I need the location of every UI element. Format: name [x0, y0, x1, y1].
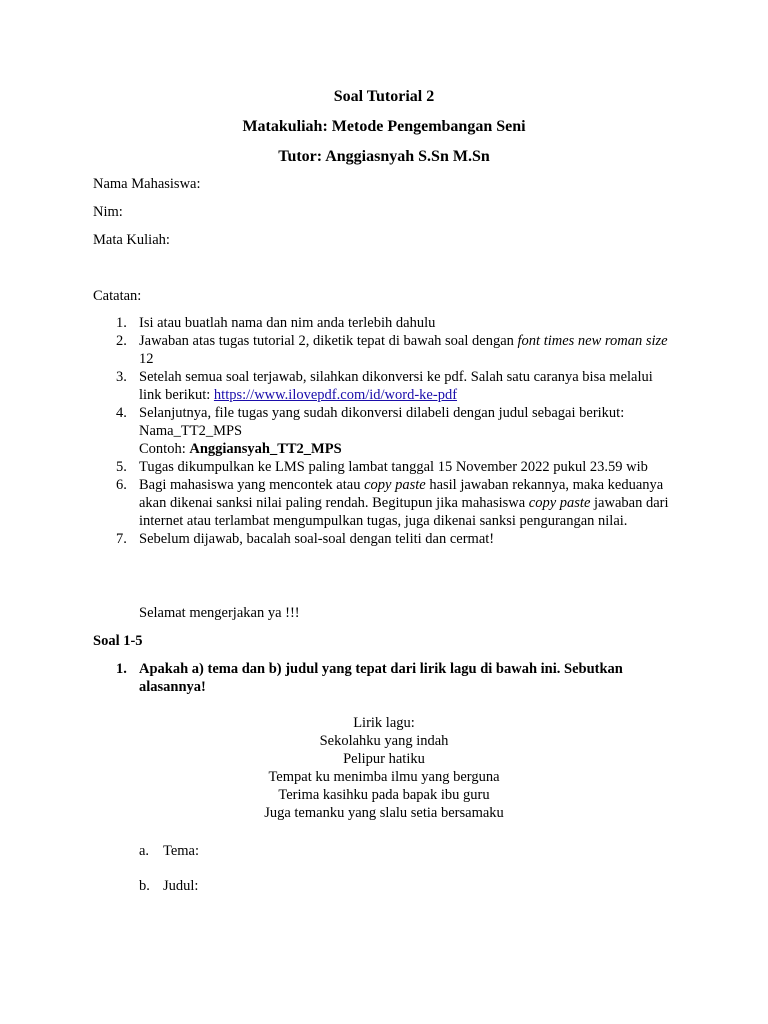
- lyrics-line: Terima kasihku pada bapak ibu guru: [278, 787, 490, 803]
- lyrics-block: [139, 714, 629, 822]
- note-number: 5.: [116, 459, 127, 475]
- answer-title: [139, 877, 198, 895]
- field-course: Mata Kuliah:: [93, 232, 170, 248]
- lyrics-line: Tempat ku menimba ilmu yang berguna: [268, 769, 500, 785]
- note-text: Jawaban atas tugas tutorial 2, diketik tepat di bawah soal dengan: [139, 333, 518, 349]
- answer-text: Judul:: [163, 878, 199, 894]
- note-number: 4.: [116, 405, 127, 421]
- ilovepdf-link[interactable]: https://www.ilovepdf.com/id/word-ke-pdf: [213, 387, 458, 403]
- note-number: 3.: [116, 369, 127, 385]
- course-heading: Matakuliah: Metode Pengembangan Seni: [242, 118, 526, 135]
- note-number: 6.: [116, 477, 127, 493]
- note-number: 7.: [116, 531, 127, 547]
- note-emphasis: copy paste: [364, 477, 426, 493]
- tutor-heading: Tutor: Anggiasnyah S.Sn M.Sn: [278, 148, 490, 165]
- answer-text: Tema:: [163, 843, 200, 859]
- lyrics-line: Pelipur hatiku: [343, 751, 425, 767]
- answer-label: b.: [139, 878, 150, 894]
- note-text: Tugas dikumpulkan ke LMS paling lambat tanggal 15 November 2022 pukul 23.59 wib: [139, 459, 648, 475]
- note-text: Isi atau buatlah nama dan nim anda terlebih dahulu: [139, 315, 436, 331]
- note-text: Selanjutnya, file tugas yang sudah dikonversi dilabeli dengan judul sebagai berikut:: [139, 405, 625, 421]
- note-text: Contoh:: [139, 441, 190, 457]
- note-number: 1.: [116, 315, 127, 331]
- note-number: 2.: [116, 333, 127, 349]
- question-text: Apakah a) tema dan b) judul yang tepat dari lirik lagu di bawah ini. Sebutkan alasannya!: [139, 661, 623, 695]
- note-item: [93, 530, 673, 548]
- closing-greeting: Selamat mengerjakan ya !!!: [139, 605, 300, 621]
- answer-label: a.: [139, 843, 150, 859]
- note-item: [93, 404, 673, 458]
- lyrics-line: Juga temanku yang slalu setia bersamaku: [264, 805, 504, 821]
- section-heading: Soal 1-5: [93, 633, 143, 649]
- notes-heading: Catatan:: [93, 288, 142, 304]
- note-text: Setelah semua soal terjawab, silahkan dikonversi ke pdf. Salah satu caranya bisa melalui link berikut:: [139, 369, 653, 403]
- note-item: [93, 314, 673, 332]
- note-emphasis: copy paste: [528, 495, 591, 511]
- note-text: hasil jawaban rekannya, maka keduanya akan dikenai sanksi nilai paling rendah. Begitupun jika mahasiswa: [139, 477, 664, 511]
- note-text: Bagi mahasiswa yang mencontek atau: [139, 477, 365, 493]
- note-item: [93, 458, 673, 476]
- answer-theme: [139, 842, 199, 860]
- lyrics-line: Sekolahku yang indah: [319, 733, 449, 749]
- note-item: [93, 368, 673, 404]
- note-text: 12: [139, 351, 154, 367]
- note-item: [93, 476, 673, 530]
- lyrics-line: Lirik lagu:: [353, 715, 415, 731]
- question-number: 1.: [116, 661, 127, 677]
- field-nim: Nim:: [93, 204, 123, 220]
- note-text: jawaban dari internet atau terlambat mengumpulkan tugas, juga dikenai sanksi pengurangan nilai.: [139, 495, 669, 529]
- note-emphasis: font times new roman size: [517, 333, 668, 349]
- note-text: Sebelum dijawab, bacalah soal-soal dengan teliti dan cermat!: [139, 531, 495, 547]
- doc-title: Soal Tutorial 2: [333, 88, 435, 105]
- note-format: Nama_TT2_MPS: [139, 423, 243, 439]
- field-student-name: Nama Mahasiswa:: [93, 176, 201, 192]
- note-example: Anggiansyah_TT2_MPS: [189, 441, 342, 457]
- notes-list: [93, 314, 673, 548]
- note-item: [93, 332, 673, 368]
- question-1: [93, 660, 673, 696]
